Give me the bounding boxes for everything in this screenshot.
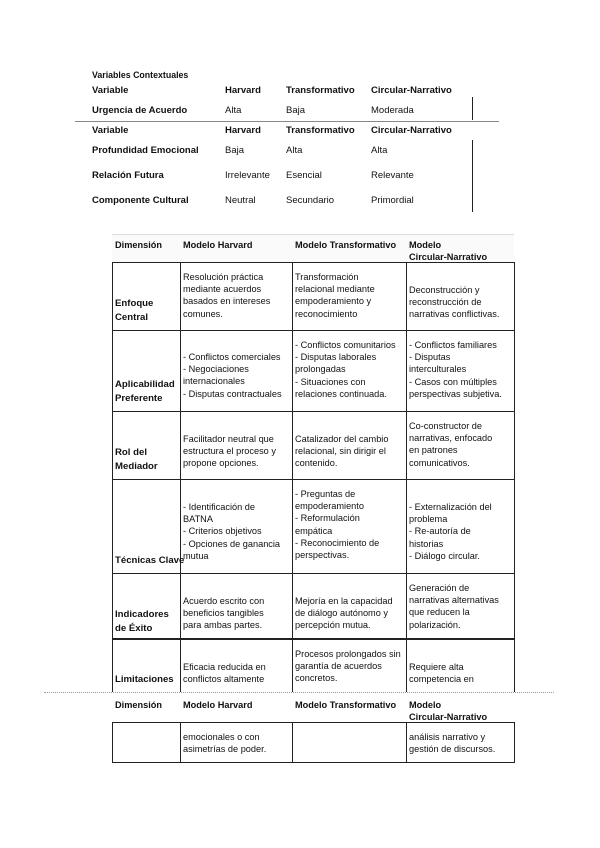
header-dimension: Dimensión [115, 240, 162, 250]
col-divider [406, 262, 407, 692]
cell-circular: análisis narrativo y gestión de discursos. [409, 732, 496, 755]
cell-value: Baja [286, 105, 306, 116]
cell-value: Esencial [286, 170, 322, 181]
row-dim-enfoque: Enfoque Central [115, 298, 154, 323]
cell-value: Alta [286, 145, 303, 156]
col-divider [112, 262, 113, 692]
row-divider [112, 411, 515, 412]
cell-value: Alta [225, 105, 242, 116]
cell-harvard: - Identificación de BATNA - Criterios objetivos - Opciones de ganancia mutua [183, 502, 281, 561]
cell-transformativo: - Conflictos comunitarios - Disputas laborales prolongadas - Situaciones con relaciones continuada. [295, 340, 396, 399]
col-header-transformativo: Transformativo [286, 125, 355, 136]
cell-circular: - Externalización del problema - Re-autoría de historias - Diálogo circular. [409, 502, 492, 561]
cell-value: Relevante [371, 170, 414, 181]
row-dim-indicadores: Indicadores de Éxito [115, 609, 169, 634]
table-caption: Variables Contextuales [92, 70, 189, 80]
cell-circular: Deconstrucción y reconstrucción de narrativas conflictivas. [409, 285, 500, 320]
col-header-circular: Circular-Narrativo [371, 85, 452, 96]
cell-value: Alta [371, 145, 388, 156]
row-label-urgencia: Urgencia de Acuerdo [92, 105, 188, 116]
cell-transformativo: - Preguntas de empoderamiento - Reformulación empática - Reconocimiento de perspectivas. [295, 489, 380, 561]
cell-transformativo: Catalizador del cambio relacional, sin dirigir el contenido. [295, 434, 389, 469]
col-header-circular: Circular-Narrativo [371, 125, 452, 136]
col-divider [514, 722, 515, 763]
cell-circular: Co-constructor de narrativas, enfocado en patrones comunicativos. [409, 421, 493, 468]
row-divider [112, 762, 515, 763]
col-divider [406, 722, 407, 763]
row-dim-limitaciones: Limitaciones [115, 674, 174, 685]
row-divider [112, 330, 515, 331]
col-header-harvard: Harvard [225, 125, 261, 136]
cell-value: Primordial [371, 195, 414, 206]
col-divider [514, 262, 515, 692]
header-dimension: Dimensión [115, 700, 162, 710]
row-dim-tecnicas: Técnicas Clave [115, 555, 185, 566]
cell-transformativo: Transformación relacional mediante empoderamiento y reconocimiento [295, 272, 375, 319]
col-header-harvard: Harvard [225, 85, 261, 96]
row-dim-rol: Rol del Mediador [115, 447, 158, 472]
cell-harvard: Eficacia reducida en conflictos altamente [183, 662, 266, 685]
row-divider [112, 638, 515, 640]
header-circular: Modelo Circular-Narrativo [409, 700, 488, 723]
row-label-profundidad: Profundidad Emocional [92, 145, 199, 156]
cell-transformativo: Procesos prolongados sin garantía de acuerdos concretos. [295, 649, 401, 684]
cell-harvard: emocionales o con asimetrías de poder. [183, 732, 267, 755]
col-header-variable: Variable [92, 85, 129, 96]
cell-harvard: Facilitador neutral que estructura el proceso y propone opciones. [183, 434, 276, 469]
cell-harvard: Acuerdo escrito con beneficios tangibles para ambas partes. [183, 596, 265, 631]
cell-transformativo: Mejoría en la capacidad de diálogo autónomo y percepción mutua. [295, 596, 393, 631]
cell-value: Irrelevante [225, 170, 270, 181]
col-divider [292, 722, 293, 763]
col-divider [180, 262, 181, 692]
col-divider [112, 722, 113, 763]
cell-value: Baja [225, 145, 245, 156]
cell-circular: Generación de narrativas alternativas que reducen la polarización. [409, 583, 499, 630]
col-divider [180, 722, 181, 763]
page-divider [75, 121, 499, 122]
table-border [472, 140, 473, 212]
col-header-transformativo: Transformativo [286, 85, 355, 96]
cell-value: Neutral [225, 195, 256, 206]
row-divider [112, 262, 515, 263]
row-divider [112, 573, 515, 574]
header-harvard: Modelo Harvard [183, 700, 253, 710]
table-border [472, 97, 473, 120]
cell-value: Secundario [286, 195, 335, 206]
header-transformativo: Modelo Transformativo [295, 240, 397, 250]
row-divider [112, 722, 515, 723]
header-circular: Modelo Circular-Narrativo [409, 240, 488, 263]
cell-harvard: - Conflictos comerciales - Negociaciones internacionales - Disputas contractuales [183, 352, 282, 399]
cell-circular: Requiere alta competencia en [409, 662, 474, 685]
row-label-relacion: Relación Futura [92, 170, 164, 181]
cell-circular: - Conflictos familiares - Disputas interculturales - Casos con múltiples perspectivas subjetiva. [409, 340, 502, 399]
col-divider [292, 262, 293, 692]
header-harvard: Modelo Harvard [183, 240, 253, 250]
row-label-componente: Componente Cultural [92, 195, 189, 206]
row-divider [112, 479, 515, 480]
header-transformativo: Modelo Transformativo [295, 700, 397, 710]
cell-value: Moderada [371, 105, 414, 116]
page-break-divider [44, 692, 554, 693]
col-header-variable: Variable [92, 125, 129, 136]
cell-harvard: Resolución práctica mediante acuerdos basados en intereses comunes. [183, 272, 271, 319]
row-dim-aplicabilidad: Aplicabilidad Preferente [115, 379, 175, 404]
